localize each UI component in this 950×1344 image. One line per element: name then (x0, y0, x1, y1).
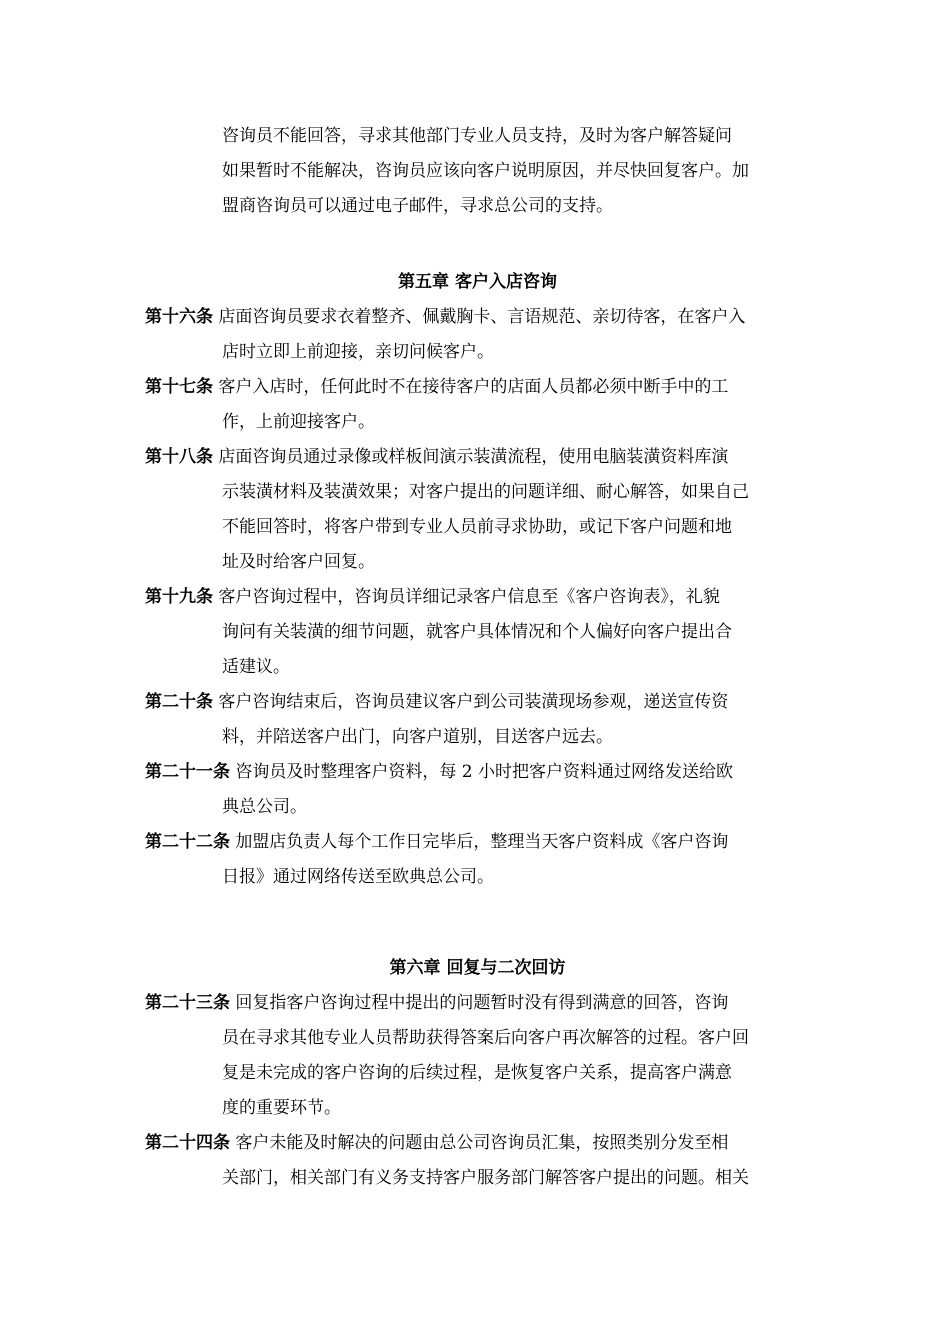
article-16 (145, 300, 810, 335)
article-text: 店面咨询员通过录像或样板间演示装潢流程，使用电脑装潢资料库演 (213, 447, 729, 467)
text-line: 料，并陪送客户出门，向客户道别，目送客户远去。 (222, 727, 613, 747)
article-text: 咨询员及时整理客户资料，每 2 小时把客户资料通过网络发送给欧 (230, 762, 734, 782)
article-21 (145, 755, 810, 790)
article-text: 加盟店负责人每个工作日完毕后，整理当天客户资料成《客户咨询 (230, 832, 729, 852)
text-line: 作，上前迎接客户。 (222, 412, 375, 432)
chapter-6-heading: 第六章 回复与二次回访 (389, 958, 566, 978)
article-label: 第十九条 (145, 587, 213, 607)
article-22 (145, 825, 810, 860)
chapter-6-articles (145, 986, 810, 1196)
article-label: 第二十二条 (145, 832, 230, 852)
article-label: 第十八条 (145, 447, 213, 467)
article-24 (145, 1126, 810, 1161)
chapter-5-articles (145, 300, 810, 895)
text-line: 复是未完成的客户咨询的后续过程，是恢复客户关系，提高客户满意 (222, 1063, 732, 1083)
text-line: 示装潢材料及装潢效果；对客户提出的问题详细、耐心解答，如果自己 (222, 482, 749, 502)
text-line: 度的重要环节。 (222, 1098, 341, 1118)
article-label: 第十六条 (145, 307, 213, 327)
intro-paragraph (145, 119, 810, 224)
text-line: 日报》通过网络传送至欧典总公司。 (222, 867, 494, 887)
text-line: 店时立即上前迎接，亲切问候客户。 (222, 342, 494, 362)
text-line: 询问有关装潢的细节问题，就客户具体情况和个人偏好向客户提出合 (222, 622, 732, 642)
text-line: 关部门，相关部门有义务支持客户服务部门解答客户提出的问题。相关 (222, 1168, 749, 1188)
text-line: 咨询员不能回答，寻求其他部门专业人员支持，及时为客户解答疑问 (222, 126, 732, 146)
article-label: 第十七条 (145, 377, 213, 397)
text-line: 如果暂时不能解决，咨询员应该向客户说明原因，并尽快回复客户。加 (222, 161, 749, 181)
article-label: 第二十四条 (145, 1133, 230, 1153)
article-17 (145, 370, 810, 405)
article-label: 第二十一条 (145, 762, 230, 782)
article-text: 客户咨询结束后，咨询员建议客户到公司装潢现场参观，递送宣传资 (213, 692, 729, 712)
article-text: 回复指客户咨询过程中提出的问题暂时没有得到满意的回答，咨询 (230, 993, 729, 1013)
article-label: 第二十条 (145, 692, 213, 712)
article-text: 客户咨询过程中，咨询员详细记录客户信息至《客户咨询表》，礼貌 (213, 587, 720, 607)
text-line: 典总公司。 (222, 797, 307, 817)
chapter-5-heading: 第五章 客户入店咨询 (398, 272, 557, 292)
article-20 (145, 685, 810, 720)
text-line: 员在寻求其他专业人员帮助获得答案后向客户再次解答的过程。客户回 (222, 1028, 749, 1048)
article-19 (145, 580, 810, 615)
text-line: 不能回答时，将客户带到专业人员前寻求协助，或记下客户问题和地 (222, 517, 732, 537)
text-line: 址及时给客户回复。 (222, 552, 375, 572)
article-label: 第二十三条 (145, 993, 230, 1013)
text-line: 适建议。 (222, 657, 290, 677)
article-18 (145, 440, 810, 475)
article-text: 店面咨询员要求衣着整齐、佩戴胸卡、言语规范、亲切待客，在客户入 (213, 307, 746, 327)
text-line: 盟商咨询员可以通过电子邮件，寻求总公司的支持。 (222, 196, 613, 216)
article-text: 客户未能及时解决的问题由总公司咨询员汇集，按照类别分发至相 (230, 1133, 729, 1153)
article-text: 客户入店时，任何此时不在接待客户的店面人员都必须中断手中的工 (213, 377, 729, 397)
article-23 (145, 986, 810, 1021)
